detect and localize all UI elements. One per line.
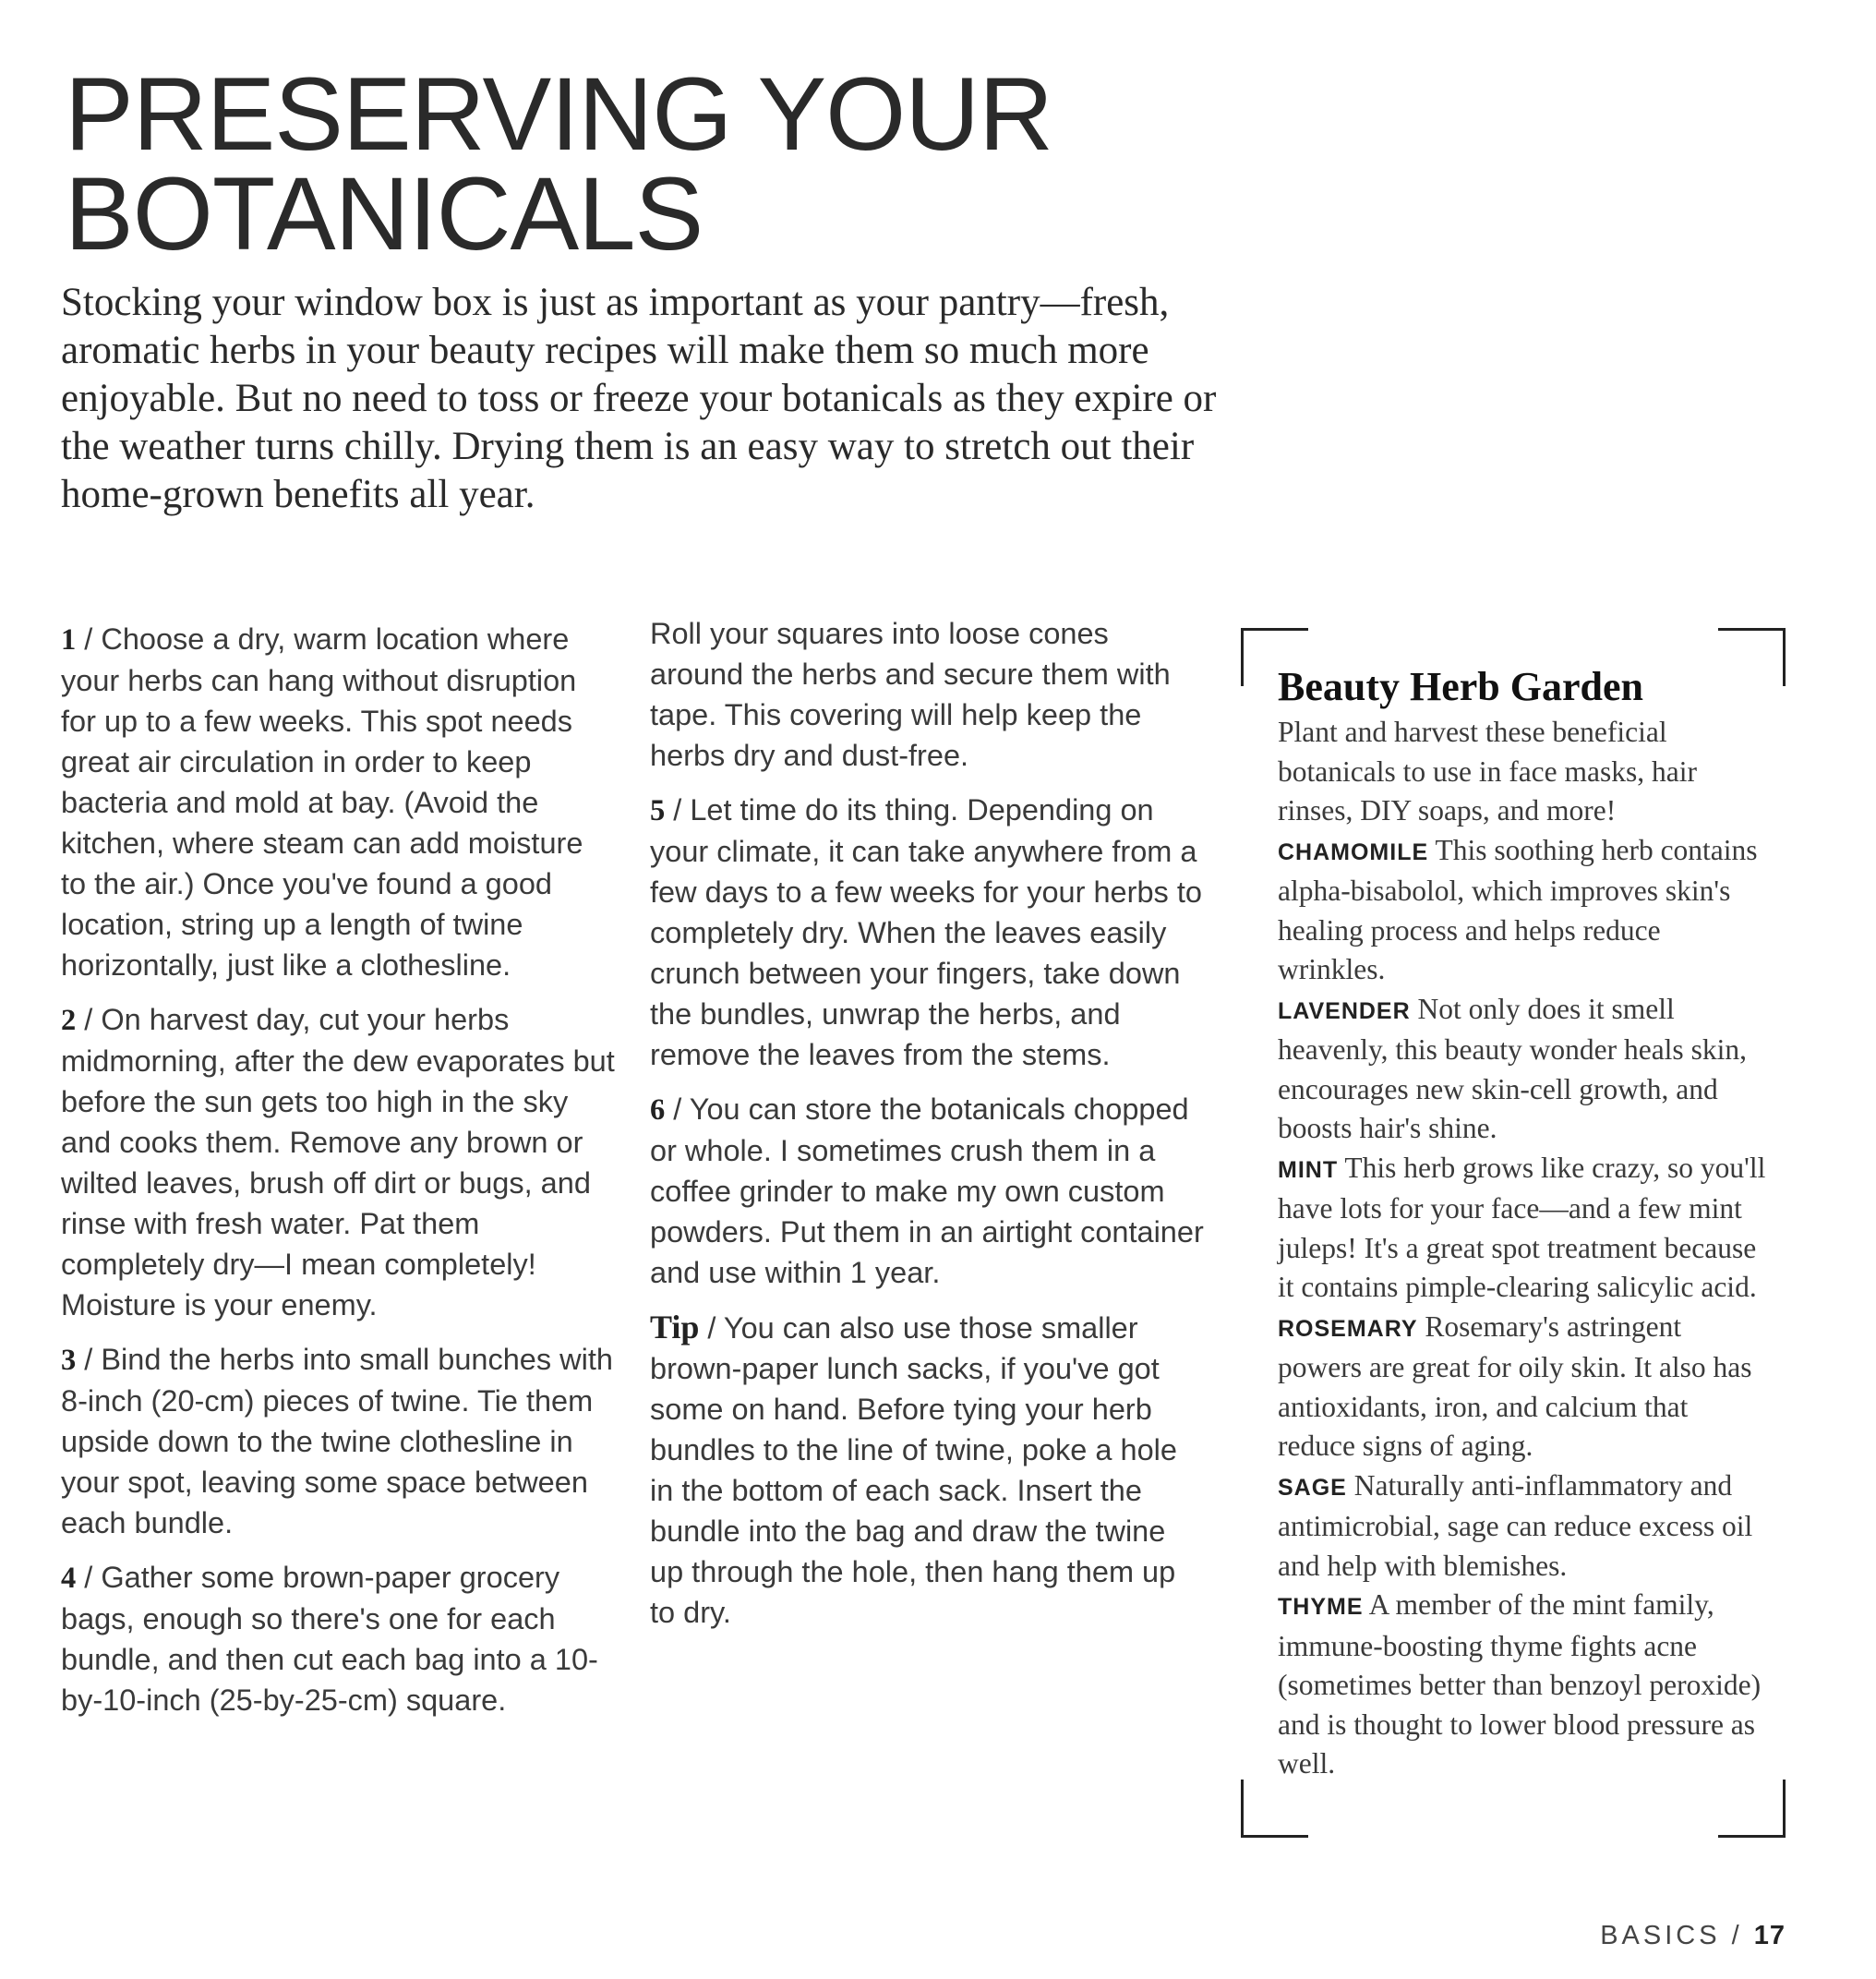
page-number: 17 xyxy=(1753,1921,1786,1950)
herb-description: This soothing herb contains alpha-bisabolol, which improves skin's healing process and helps reduce wrinkles. xyxy=(1278,833,1758,985)
step-number: 1 xyxy=(61,623,77,657)
step-number: 4 xyxy=(61,1562,77,1595)
herb-entry-thyme xyxy=(1278,1586,1767,1784)
herb-entry-lavender xyxy=(1278,990,1767,1149)
herb-name: SAGE xyxy=(1278,1474,1347,1501)
page-title xyxy=(65,56,1080,272)
column-2 xyxy=(650,613,1204,1647)
herb-description: A member of the mint family, immune-boosting thyme fights acne (sometimes better than benzoyl peroxide) and is thought to lower blood pressure as well. xyxy=(1278,1588,1762,1780)
herb-description: This herb grows like crazy, so you'll have lots for your face—and a few mint juleps! It's a great spot treatment because it contains pimple-clearing salicylic acid. xyxy=(1278,1151,1766,1303)
herb-entry-sage xyxy=(1278,1466,1767,1587)
herb-description: Not only does it smell heavenly, this beauty wonder heals skin, encourages new skin-cell growth, and boosts hair's shine. xyxy=(1278,992,1747,1144)
step-4-continued: Roll your squares into loose cones around the herbs and secure them with tape. This covering will help keep the herbs dry and dust-free. xyxy=(650,617,1171,772)
corner-bracket-bottom-left xyxy=(1241,1780,1308,1838)
herb-description: Naturally anti-inflammatory and antimicrobial, sage can reduce excess oil and help with blemishes. xyxy=(1278,1468,1753,1582)
sidebar-body xyxy=(1278,713,1767,1784)
sidebar-content xyxy=(1278,661,1767,1784)
step-text: Let time do its thing. Depending on your climate, it can take anywhere from a few days to a few weeks for your herbs to completely dry. When the leaves easily crunch between your fingers, take down the bundles, unwrap the herbs, and remove the leaves from the stems. xyxy=(650,793,1202,1071)
step-separator: / xyxy=(665,793,691,827)
column-1 xyxy=(61,619,615,1734)
herb-entry-chamomile xyxy=(1278,831,1767,990)
corner-bracket-bottom-right xyxy=(1718,1780,1786,1838)
herb-name: CHAMOMILE xyxy=(1278,839,1429,865)
step-4 xyxy=(61,1557,615,1720)
step-number: 2 xyxy=(61,1004,77,1037)
section-name: BASICS xyxy=(1600,1921,1721,1950)
herb-name: LAVENDER xyxy=(1278,997,1411,1024)
step-number: 5 xyxy=(650,794,666,827)
step-text: On harvest day, cut your herbs midmorning, after the dew evaporates but before the sun gets too high in the sky and cooks them. Remove any brown or wilted leaves, brush off dirt or bugs, and rinse with fresh water. Pat them completely dry—I mean completely! Moisture is your enemy. xyxy=(61,1003,615,1321)
step-text: Gather some brown-paper grocery bags, enough so there's one for each bundle, and then cut each bag into a 10-by-10-inch (25-by-25-cm) square. xyxy=(61,1561,598,1717)
step-number: 6 xyxy=(650,1093,666,1127)
herb-description: Rosemary's astringent powers are great for oily skin. It also has antioxidants, iron, and calcium that reduce signs of aging. xyxy=(1278,1309,1752,1462)
step-separator: / xyxy=(76,1561,102,1594)
beauty-herb-garden-sidebar xyxy=(1241,628,1786,1838)
step-text: Bind the herbs into small bunches with 8-inch (20-cm) pieces of twine. Tie them upside down to the twine clothesline in your spot, leaving some space between each bundle. xyxy=(61,1343,613,1539)
step-5 xyxy=(650,790,1204,1075)
page-footer xyxy=(1600,1921,1786,1951)
step-separator: / xyxy=(76,1003,102,1036)
step-text: Choose a dry, warm location where your herbs can hang without disruption for up to a few weeks. This spot needs great air circulation in order to keep bacteria and mold at bay. (Avoid the kitchen, where steam can add moisture to the air.) Once you've found a good location, string up a length of twine horizontally, just like a clothesline. xyxy=(61,622,583,982)
footer-separator: / xyxy=(1720,1921,1754,1950)
step-2 xyxy=(61,999,615,1325)
tip-text: You can also use those smaller brown-paper lunch sacks, if you've got some on hand. Before tying your herb bundles to the line of twine, poke a hole in the bottom of each sack. Insert the bundle into the bag and draw the twine up through the hole, then hang them up to dry. xyxy=(650,1311,1177,1629)
step-number: 3 xyxy=(61,1344,77,1377)
step-separator: / xyxy=(76,622,102,656)
sidebar-intro: Plant and harvest these beneficial botanicals to use in face masks, hair rinses, DIY soaps, and more! xyxy=(1278,716,1697,827)
tip-separator: / xyxy=(699,1311,724,1345)
step-text: You can store the botanicals chopped or whole. I sometimes crush them in a coffee grinder to make my own custom powders. Put them in an airtight container and use within 1 year. xyxy=(650,1092,1204,1289)
intro-paragraph: Stocking your window box is just as important as your pantry—fresh, aromatic herbs in your beauty recipes will make them so much more enjoyable. But no need to toss or freeze your botanicals as they expire or the weather turns chilly. Drying them is an easy way to stretch out their home-grown benefits all year. xyxy=(61,281,1217,516)
title-line-2: BOTANICALS xyxy=(65,156,704,272)
step-separator: / xyxy=(76,1343,102,1376)
step-separator: / xyxy=(665,1092,690,1126)
step-6 xyxy=(650,1089,1204,1293)
herb-entry-rosemary xyxy=(1278,1308,1767,1466)
tip-label: Tip xyxy=(650,1309,700,1345)
tip xyxy=(650,1307,1204,1633)
step-3 xyxy=(61,1339,615,1543)
title-line-1: PRESERVING YOUR xyxy=(65,56,1053,172)
herb-name: MINT xyxy=(1278,1156,1339,1183)
sidebar-title: Beauty Herb Garden xyxy=(1278,664,1643,709)
herb-name: ROSEMARY xyxy=(1278,1315,1418,1342)
step-1 xyxy=(61,619,615,985)
herb-name: THYME xyxy=(1278,1594,1364,1620)
herb-entry-mint xyxy=(1278,1149,1767,1308)
